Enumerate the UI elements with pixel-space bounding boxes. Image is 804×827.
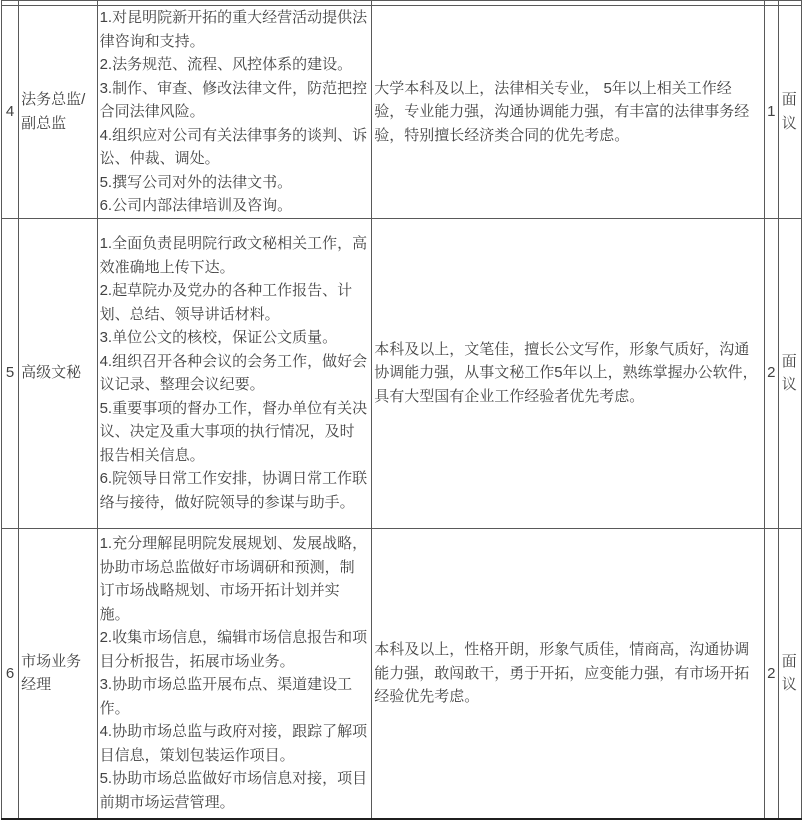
- duty-item: 1.全面负责昆明院行政文秘相关工作，高效准确地上传下达。: [99, 235, 368, 276]
- duty-item: 2.收集市场信息，编辑市场信息报告和项目分析报告，拓展市场业务。: [99, 629, 368, 670]
- duty-item: 6.院领导日常工作安排，协调日常工作联络与接待，做好院领导的参谋与助手。: [99, 470, 368, 511]
- table-row: [2, 6, 802, 219]
- duty-item: 5.撰写公司对外的法律文书。: [99, 173, 293, 191]
- duty-item: 4.组织召开各种会议的会务工作，做好会议记录、整理会议纪要。: [99, 352, 368, 393]
- headcount-cell: 1: [764, 6, 778, 219]
- duty-item: 5.重要事项的督办工作，督办单位有关决议、决定及重大事项的执行情况，及时报告相关信息。: [99, 399, 368, 464]
- duty-item: 2.起草院办及党办的各种工作报告、计划、总结、领导讲话材料。: [99, 282, 353, 323]
- position-number-cell: 4: [2, 6, 19, 219]
- position-title-cell: 市场业务经理: [19, 528, 97, 819]
- duty-item: 3.制作、审查、修改法律文件，防范把控合同法律风险。: [99, 79, 368, 120]
- job-duties-cell: [97, 6, 372, 219]
- job-requirements-cell: 本科及以上，性格开朗，形象气质佳，情商高，沟通协调能力强，敢闯敢干，勇于开拓，应变能力强，有市场开拓经验优先考虑。: [372, 528, 764, 819]
- headcount-cell: 2: [764, 528, 778, 819]
- duty-item: 4.协助市场总监与政府对接，跟踪了解项目信息，策划包装运作项目。: [99, 723, 368, 764]
- duty-item: 4.组织应对公司有关法律事务的谈判、诉讼、仲裁、调处。: [99, 126, 368, 167]
- job-duties-cell: [97, 218, 372, 528]
- position-title-cell: 法务总监/副总监: [19, 6, 97, 219]
- recruitment-table: [1, 0, 802, 820]
- salary-cell: 面议: [778, 528, 801, 819]
- duty-item: 5.协助市场总监做好市场信息对接，项目前期市场运营管理。: [99, 770, 368, 811]
- table-row: [2, 528, 802, 819]
- duty-item: 3.单位公文的核校，保证公文质量。: [99, 329, 338, 346]
- duty-item: 6.公司内部法律培训及咨询。: [99, 197, 293, 214]
- salary-cell: 面议: [778, 218, 801, 528]
- position-number-cell: 6: [2, 528, 19, 819]
- duty-item: 1.充分理解昆明院发展规划、发展战略，协助市场总监做好市场调研和预测，制订市场战略规划、市场开拓计划并实施。: [99, 535, 368, 623]
- job-requirements-cell: 大学本科及以上，法律相关专业， 5年以上相关工作经验，专业能力强，沟通协调能力强，有丰富的法律事务经验，特别擅长经济类合同的优先考虑。: [372, 6, 764, 219]
- position-title-cell: 高级文秘: [19, 218, 97, 528]
- job-duties-cell: [97, 528, 372, 819]
- duty-item: 2.法务规范、流程、风控体系的建设。: [99, 56, 353, 73]
- job-requirements-cell: 本科及以上，文笔佳，擅长公文写作，形象气质好，沟通协调能力强，从事文秘工作5年以上，熟练掌握办公软件，具有大型国有企业工作经验者优先考虑。: [372, 218, 764, 528]
- headcount-cell: 2: [764, 218, 778, 528]
- table-row: [2, 218, 802, 528]
- salary-cell: 面议: [778, 6, 801, 219]
- duty-item: 1.对昆明院新开拓的重大经营活动提供法律咨询和支持。: [99, 9, 368, 50]
- duty-item: 3.协助市场总监开展布点、渠道建设工作。: [99, 676, 353, 717]
- position-number-cell: 5: [2, 218, 19, 528]
